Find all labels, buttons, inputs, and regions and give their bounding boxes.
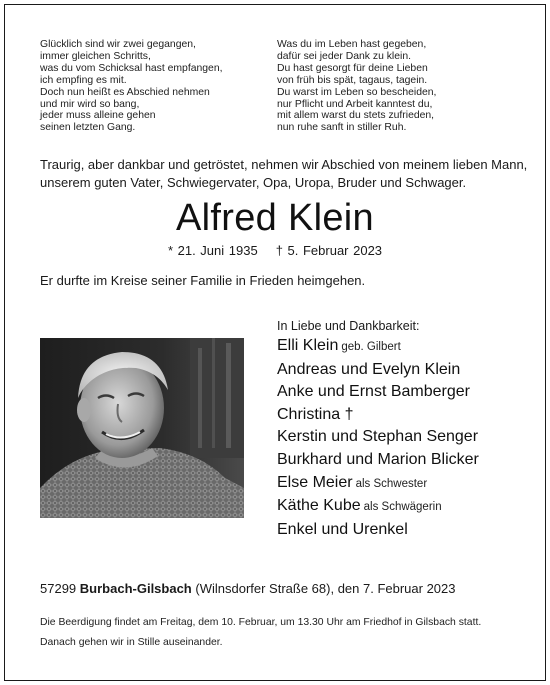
poem-line: und mir wird so bang,	[40, 98, 140, 110]
mourner-entry	[277, 519, 479, 542]
life-dates	[0, 243, 550, 259]
mourner-entry	[277, 472, 479, 496]
mourner-relation: als Schwägerin	[363, 501, 442, 514]
funeral-line: Danach gehen wir in Stille auseinander.	[40, 637, 223, 648]
poem-line: von früh bis spät, tagaus, tagein.	[277, 74, 428, 86]
mourner-entry	[277, 495, 479, 519]
poem-line: Was du im Leben hast gegeben,	[277, 39, 427, 50]
mourner-entry	[277, 335, 479, 359]
mourner-entry	[277, 404, 479, 427]
town-name: Burbach-Gilsbach	[79, 581, 192, 596]
mourner-relation: geb. Gilbert	[341, 341, 401, 353]
mourner-name: Elli Klein	[277, 337, 339, 354]
poem-line: Du hast gesorgt für deine Lieben	[277, 62, 428, 74]
mourner-name: Burkhard und Marion Blicker	[277, 450, 479, 468]
mourner-entry	[277, 359, 479, 382]
poem-line: nun ruhe sanft in stiller Ruh.	[277, 122, 407, 134]
mourners-list	[277, 335, 479, 541]
funeral-line: Die Beerdigung findet am Freitag, dem 10. Februar, um 13.30 Uhr am Friedhof in Gilsbach statt.	[40, 617, 482, 628]
postcode: 57299	[40, 581, 77, 596]
mourner-name: Enkel und Urenkel	[277, 520, 408, 538]
mourners-heading: In Liebe und Dankbarkeit:	[277, 319, 420, 333]
deceased-name: Alfred Klein	[176, 197, 374, 239]
poem-line: nur Pflicht und Arbeit kanntest du,	[277, 98, 433, 110]
mourner-relation: als Schwester	[355, 477, 428, 490]
poem-line: dafür sei jeder Dank zu klein.	[277, 50, 411, 62]
mourner-name: Käthe Kube	[277, 497, 361, 515]
intro-line: Traurig, aber dankbar und getröstet, nehmen wir Abschied von meinem lieben Mann,	[40, 157, 528, 172]
intro-line: unserem guten Vater, Schwiegervater, Opa, Uropa, Bruder und Schwager.	[40, 174, 467, 190]
poem-left	[40, 39, 223, 134]
funeral-info	[40, 613, 481, 653]
mourner-entry	[277, 381, 479, 404]
death-date: † 5. Februar 2023	[275, 243, 383, 258]
poem-line: mit allem warst du stets zufrieden,	[277, 110, 435, 122]
poem-line: ich empfing es mit.	[40, 74, 127, 86]
intro-text	[40, 156, 528, 191]
poem-line: was du vom Schicksal hast empfangen,	[40, 62, 223, 74]
mourner-name: Kerstin und Stephan Senger	[277, 428, 479, 446]
passed-text: Er durfte im Kreise seiner Familie in Frieden heimgehen.	[40, 273, 366, 288]
mourner-name: Andreas und Evelyn Klein	[277, 360, 461, 378]
portrait-photo	[40, 338, 244, 518]
poem-right	[277, 39, 436, 134]
place-and-date	[40, 581, 456, 597]
mourner-entry	[277, 426, 479, 449]
mourner-name: Christina †	[277, 405, 354, 423]
mourner-name: Anke und Ernst Bamberger	[277, 383, 470, 401]
poem-line: immer gleichen Schritts,	[40, 50, 151, 62]
poem-line: seinen letzten Gang.	[40, 122, 136, 134]
poem-line: jeder muss alleine gehen	[40, 110, 156, 122]
address-date: (Wilnsdorfer Straße 68), den 7. Februar 2023	[195, 581, 456, 596]
poem-line: Doch nun heißt es Abschied nehmen	[40, 86, 210, 98]
poem-line: Glücklich sind wir zwei gegangen,	[40, 39, 196, 50]
mourner-entry	[277, 449, 479, 472]
poem-line: Du warst im Leben so bescheiden,	[277, 86, 437, 98]
mourner-name: Else Meier	[277, 473, 353, 491]
birth-date: * 21. Juni 1935	[167, 243, 258, 258]
